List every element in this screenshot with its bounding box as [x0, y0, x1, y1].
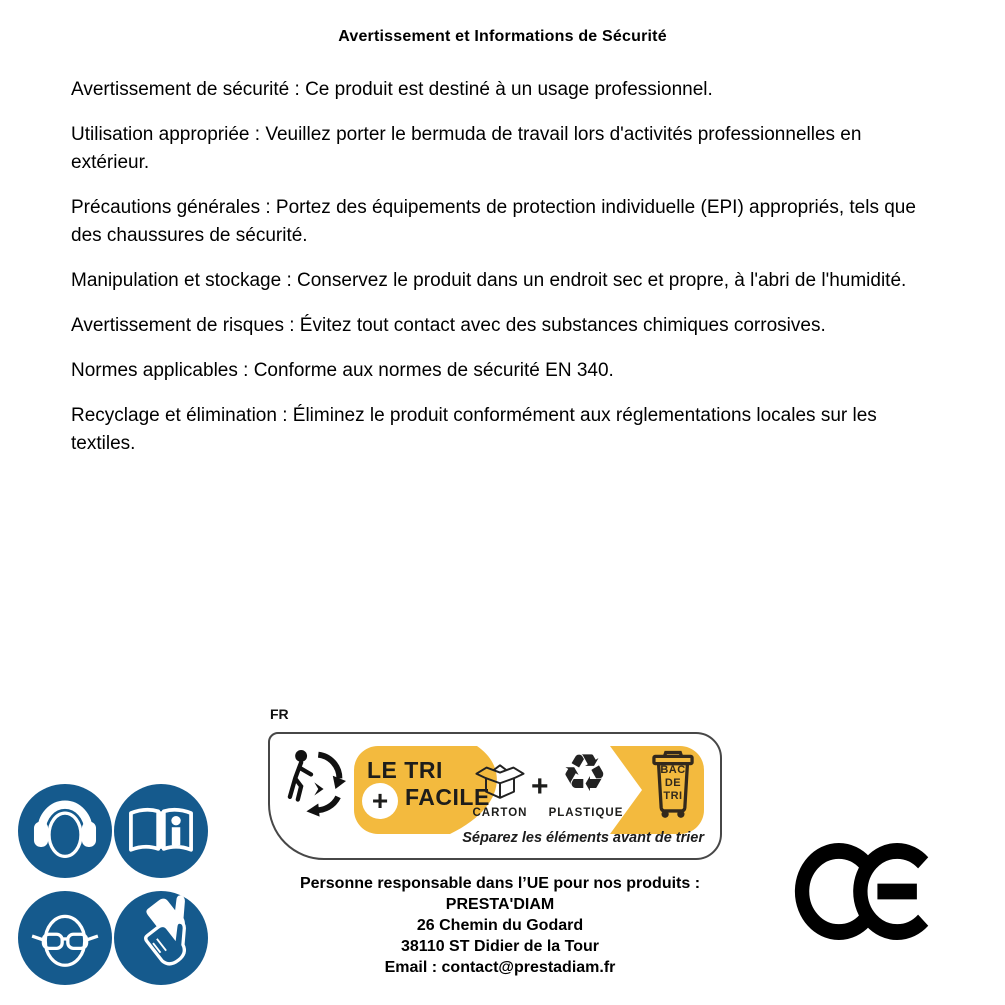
wear-ear-protection-icon [18, 784, 112, 878]
sorting-tagline: Séparez les éléments avant de trier [462, 830, 704, 846]
responsible-line: Personne responsable dans l’UE pour nos produits : [299, 875, 701, 892]
wear-protective-gloves-icon [114, 891, 208, 985]
plastic-recycle-icon: ♻ [561, 744, 608, 804]
responsible-email: Email : contact@prestadiam.fr [384, 959, 616, 976]
tri-brand-line1: LE TRI [367, 757, 443, 783]
safety-paragraph: Précautions générales : Portez des équipements de protection individuelle (EPI) appropriés, tels que des chaussures de sécurité. [71, 197, 916, 246]
country-code: FR [270, 706, 289, 722]
safety-paragraph: Normes applicables : Conforme aux normes de sécurité EN 340. [71, 360, 614, 381]
recycling-sorting-label [268, 706, 720, 858]
page-title: Avertissement et Informations de Sécurité [338, 28, 667, 45]
safety-text-block [71, 76, 941, 475]
ce-mark-icon [794, 842, 942, 941]
safety-paragraph: Avertissement de risques : Évitez tout contact avec des substances chimiques corrosives. [71, 315, 826, 336]
bin-line: TRI [663, 790, 683, 802]
bin-text [650, 764, 696, 803]
read-instruction-manual-icon [114, 784, 208, 878]
safety-paragraph: Recyclage et élimination : Éliminez le produit conformément aux réglementations locales sur les textiles. [71, 405, 877, 454]
bin-line: BAC [660, 764, 686, 776]
plus-circle-icon: + [362, 783, 398, 819]
tri-facile-label-box [268, 732, 722, 860]
bin-line: DE [664, 777, 682, 789]
safety-paragraph: Manipulation et stockage : Conservez le produit dans un endroit sec et propre, à l'abri de l'humidité. [71, 270, 907, 291]
plus-separator: + [531, 770, 549, 803]
wear-eye-protection-icon [18, 891, 112, 985]
triman-icon [280, 742, 346, 828]
safety-paragraph: Avertissement de sécurité : Ce produit est destiné à un usage professionnel. [71, 79, 713, 100]
carton-box-icon [472, 756, 528, 806]
safety-paragraph: Utilisation appropriée : Veuillez porter le bermuda de travail lors d'activités professionnelles en extérieur. [71, 124, 862, 173]
material-plastique-label: PLASTIQUE [548, 807, 624, 819]
responsible-city: 38110 ST Didier de la Tour [401, 938, 599, 955]
responsible-company: PRESTA'DIAM [445, 896, 555, 913]
responsible-address: 26 Chemin du Godard [416, 917, 584, 934]
tri-brand-line2: FACILE [405, 784, 490, 810]
responsible-person-block [250, 873, 750, 978]
material-carton-label: CARTON [472, 807, 528, 819]
